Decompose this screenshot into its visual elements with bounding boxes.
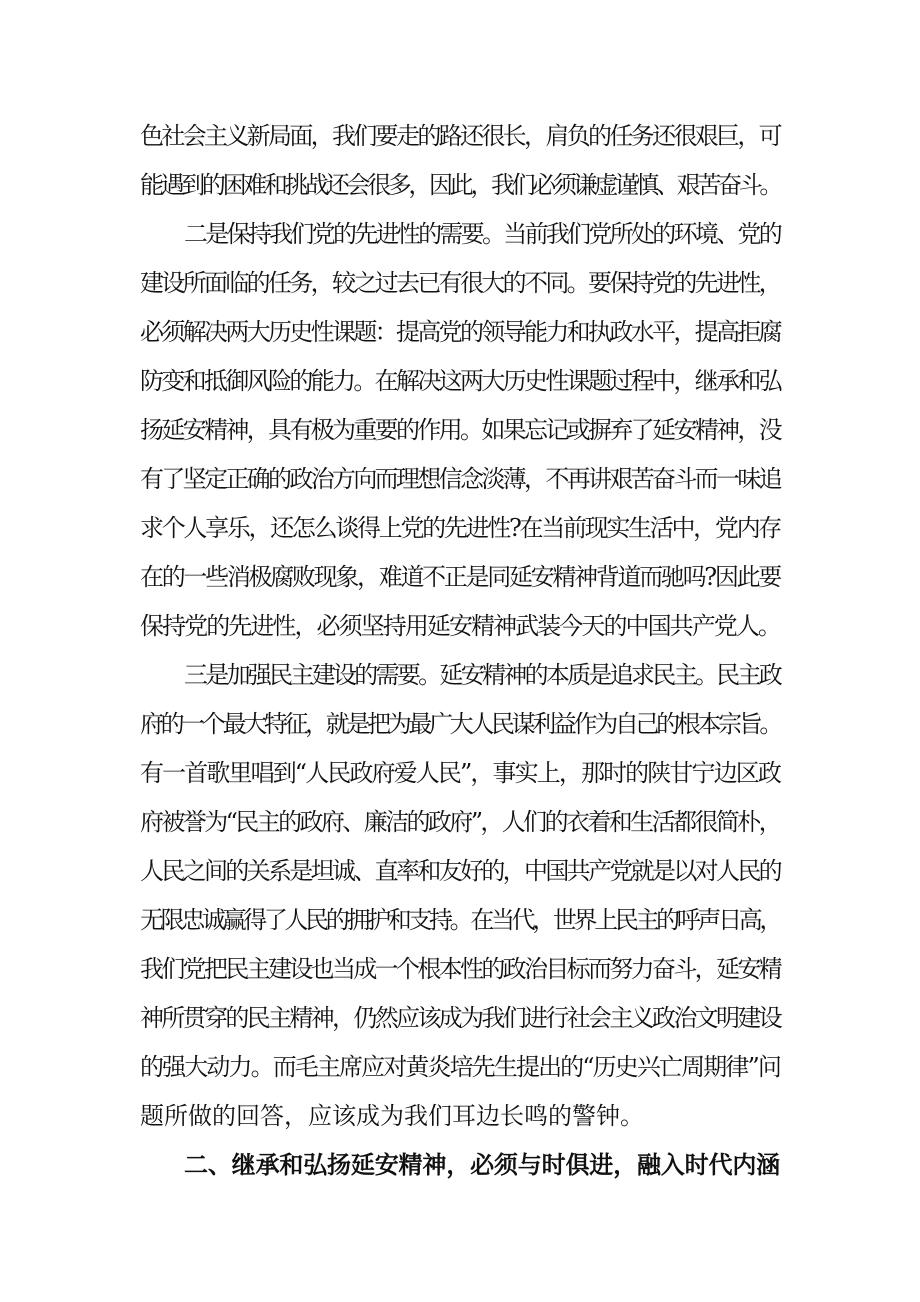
section-heading bbox=[0, 1145, 920, 1185]
text-line bbox=[0, 263, 920, 303]
paragraph-first-line bbox=[0, 655, 920, 695]
text-line-content: 有了坚定正确的政治方向而理想信念淡薄，不再讲艰苦奋斗而一味追 bbox=[140, 465, 780, 493]
text-line-content: 府被誉为“民主的政府、廉洁的政府”，人们的衣着和生活都很简朴， bbox=[140, 808, 780, 836]
text-line bbox=[0, 1047, 920, 1087]
text-line-content: 府的一个最大特征，就是把为最广大人民谋利益作为自己的根本宗旨。 bbox=[140, 710, 780, 738]
text-line bbox=[0, 361, 920, 401]
text-line bbox=[0, 459, 920, 499]
text-line bbox=[0, 312, 920, 352]
text-line-content: 我们党把民主建设也当成一个根本性的政治目标而努力奋斗，延安精 bbox=[140, 955, 780, 983]
text-line-content: 在的一些消极腐败现象，难道不正是同延安精神背道而驰吗?因此要 bbox=[140, 563, 780, 591]
text-line-content: 防变和抵御风险的能力。在解决这两大历史性课题过程中，继承和弘 bbox=[140, 367, 780, 395]
text-line-content: 有一首歌里唱到“人民政府爱人民”，事实上，那时的陕甘宁边区政 bbox=[140, 759, 780, 787]
text-line-content: 色社会主义新局面，我们要走的路还很长，肩负的任务还很艰巨，可 bbox=[140, 122, 780, 150]
text-line-content: 保持党的先进性，必须坚持用延安精神武装今天的中国共产党人。 bbox=[140, 612, 780, 640]
text-line-content: 建设所面临的任务，较之过去已有很大的不同。要保持党的先进性， bbox=[140, 269, 780, 297]
text-line bbox=[0, 116, 920, 156]
text-line bbox=[0, 851, 920, 891]
section-heading-text: 二、继承和弘扬延安精神，必须与时俱进，融入时代内涵 bbox=[184, 1150, 780, 1179]
text-line bbox=[0, 802, 920, 842]
text-line-content: 题所做的回答，应该成为我们耳边长鸣的警钟。 bbox=[140, 1102, 644, 1130]
text-line-content: 神所贯穿的民主精神，仍然应该成为我们进行社会主义政治文明建设 bbox=[140, 1004, 780, 1032]
text-line bbox=[0, 998, 920, 1038]
text-line-content: 二是保持我们党的先进性的需要。当前我们党所处的环境、党的 bbox=[184, 220, 780, 248]
text-line bbox=[0, 557, 920, 597]
text-line-content: 扬延安精神，具有极为重要的作用。如果忘记或摒弃了延安精神，没 bbox=[140, 416, 780, 444]
text-line bbox=[0, 900, 920, 940]
text-line-content: 人民之间的关系是坦诚、直率和友好的，中国共产党就是以对人民的 bbox=[140, 857, 780, 885]
text-line bbox=[0, 508, 920, 548]
text-line-content: 能遇到的困难和挑战还会很多，因此，我们必须谦虚谨慎、艰苦奋斗。 bbox=[140, 171, 780, 199]
text-line bbox=[0, 606, 920, 646]
text-line bbox=[0, 949, 920, 989]
text-line-content: 三是加强民主建设的需要。延安精神的本质是追求民主。民主政 bbox=[184, 661, 780, 689]
text-line-content: 无限忠诚赢得了人民的拥护和支持。在当代，世界上民主的呼声日高， bbox=[140, 906, 780, 934]
text-line-content: 必须解决两大历史性课题：提高党的领导能力和执政水平，提高拒腐 bbox=[140, 318, 780, 346]
paragraph-first-line bbox=[0, 214, 920, 254]
text-line-content: 求个人享乐，还怎么谈得上党的先进性?在当前现实生活中，党内存 bbox=[140, 514, 780, 542]
text-line-content: 的强大动力。而毛主席应对黄炎培先生提出的“历史兴亡周期律”问 bbox=[140, 1053, 780, 1081]
text-line bbox=[0, 410, 920, 450]
text-line bbox=[0, 704, 920, 744]
text-line bbox=[0, 753, 920, 793]
text-line bbox=[0, 165, 920, 205]
text-line bbox=[0, 1096, 920, 1136]
